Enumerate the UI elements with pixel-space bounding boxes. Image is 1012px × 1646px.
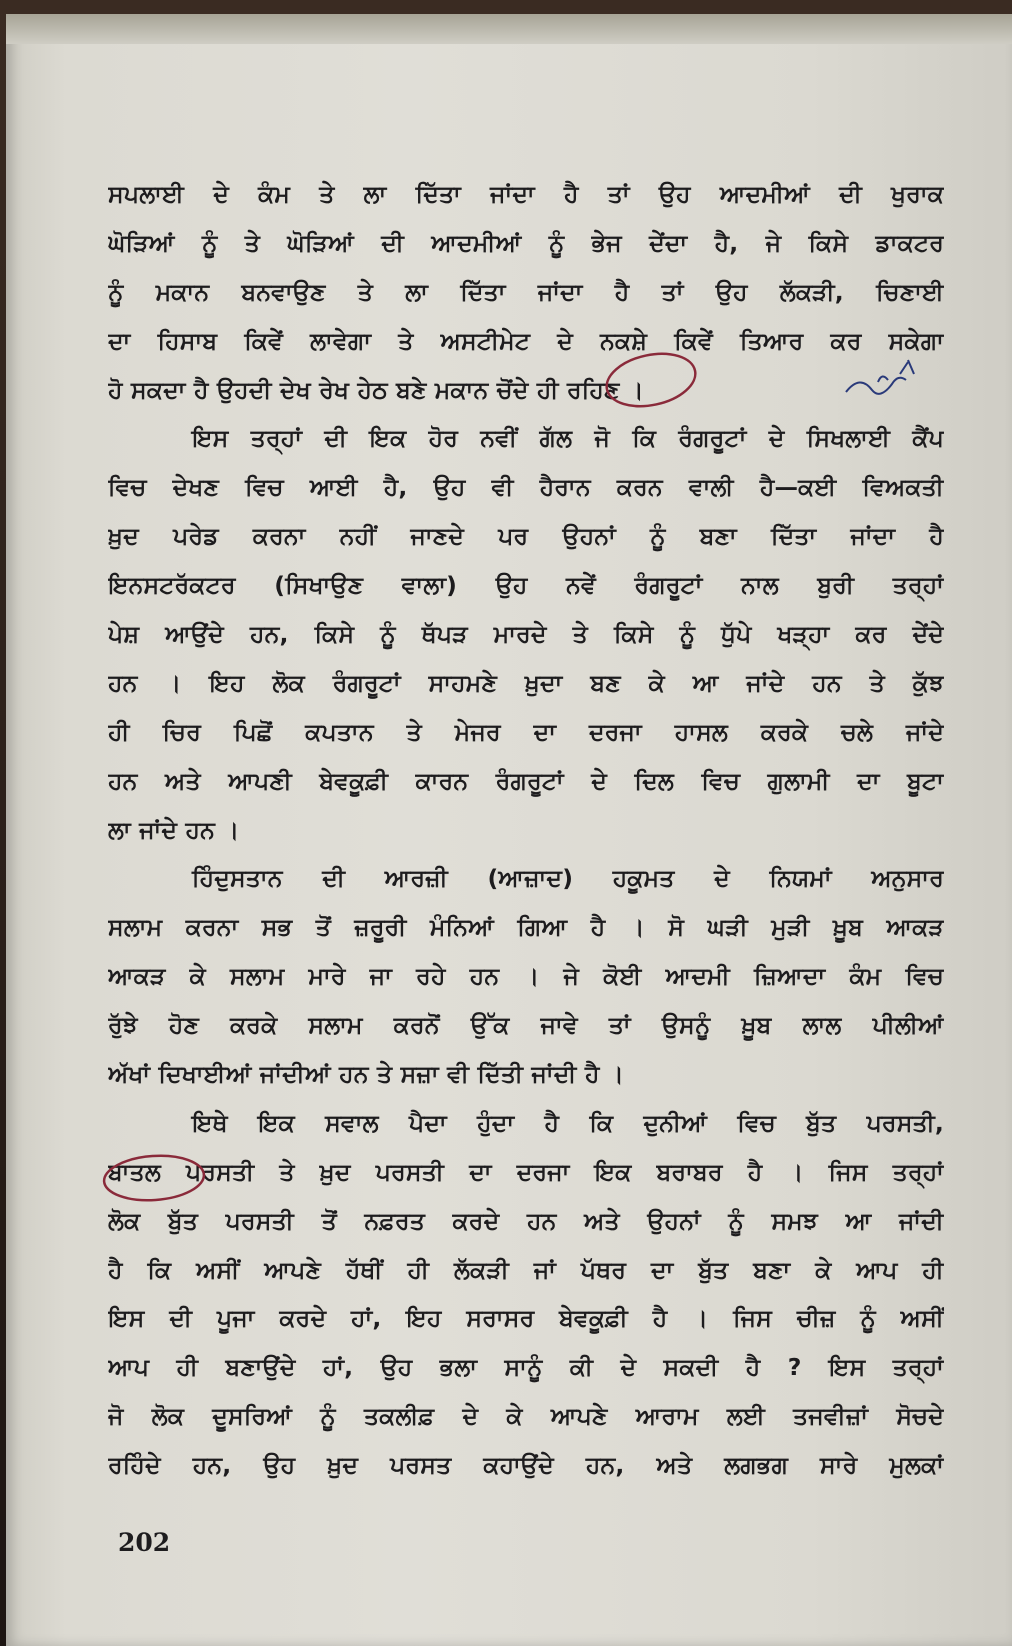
page-top-edge (6, 14, 1012, 44)
text-line: ਰਹਿੰਦੇ ਹਨ, ਉਹ ਖ਼ੁਦ ਪਰਸਤ ਕਹਾਉਂਦੇ ਹਨ, ਅਤੇ ਲਗਭਗ ਸਾਰੇ ਮੁਲਕਾਂ (108, 1451, 944, 1480)
text-line: ਅੱਖਾਂ ਦਿਖਾਈਆਂ ਜਾਂਦੀਆਂ ਹਨ ਤੇ ਸਜ਼ਾ ਵੀ ਦਿੱਤੀ ਜਾਂਦੀ ਹੈ । (108, 1060, 624, 1089)
text-line: ਸਲਾਮ ਕਰਨਾ ਸਭ ਤੋਂ ਜ਼ਰੂਰੀ ਮੰਨਿਆਂ ਗਿਆ ਹੈ । ਸੋ ਘੜੀ ਮੁੜੀ ਖ਼ੂਬ ਆਕੜ (108, 913, 944, 942)
text-line: ਇਨਸਟਰੱਕਟਰ (ਸਿਖਾਉਣ ਵਾਲਾ) ਉਹ ਨਵੇਂ ਰੰਗਰੂਟਾਂ ਨਾਲ ਬੁਰੀ ਤਰ੍ਹਾਂ (108, 571, 944, 600)
text-line: ਰੁੱਝੇ ਹੋਣ ਕਰਕੇ ਸਲਾਮ ਕਰਨੋਂ ਉੱਕ ਜਾਵੇ ਤਾਂ ਉਸਨੂੰ ਖ਼ੂਬ ਲਾਲ ਪੀਲੀਆਂ (108, 1011, 944, 1040)
text-line: ਹਨ । ਇਹ ਲੋਕ ਰੰਗਰੂਟਾਂ ਸਾਹਮਣੇ ਖ਼ੁਦਾ ਬਣ ਕੇ ਆ ਜਾਂਦੇ ਹਨ ਤੇ ਕੁੱਝ (108, 668, 944, 697)
text-line: ਲਾ ਜਾਂਦੇ ਹਨ । (108, 815, 240, 844)
text-line: ਵਿਚ ਦੇਖਣ ਵਿਚ ਆਈ ਹੈ, ਉਹ ਵੀ ਹੈਰਾਨ ਕਰਨ ਵਾਲੀ ਹੈ—ਕਈ ਵਿਅਕਤੀ (108, 473, 944, 502)
text-line: ਦਾ ਹਿਸਾਬ ਕਿਵੇਂ ਲਾਵੇਗਾ ਤੇ ਅਸਟੀਮੇਟ ਦੇ ਨਕਸ਼ੇ ਕਿਵੇਂ ਤਿਆਰ ਕਰ ਸਕੇਗਾ (108, 326, 944, 355)
text-line: ਹੈ ਕਿ ਅਸੀਂ ਆਪਣੇ ਹੱਥੀਂ ਹੀ ਲੱਕੜੀ ਜਾਂ ਪੱਥਰ ਦਾ ਬੁੱਤ ਬਣਾ ਕੇ ਆਪ ਹੀ (108, 1255, 944, 1284)
text-line: ਇਥੇ ਇਕ ਸਵਾਲ ਪੈਦਾ ਹੁੰਦਾ ਹੈ ਕਿ ਦੁਨੀਆਂ ਵਿਚ ਬੁੱਤ ਪਰਸਤੀ, (192, 1108, 944, 1137)
text-line: ਹਨ ਅਤੇ ਆਪਣੀ ਬੇਵਕੂਫ਼ੀ ਕਾਰਨ ਰੰਗਰੂਟਾਂ ਦੇ ਦਿਲ ਵਿਚ ਗੁਲਾਮੀ ਦਾ ਬੂਟਾ (108, 766, 944, 795)
text-line: ਪੇਸ਼ ਆਉਂਦੇ ਹਨ, ਕਿਸੇ ਨੂੰ ਥੱਪੜ ਮਾਰਦੇ ਤੇ ਕਿਸੇ ਨੂੰ ਧੁੱਪੇ ਖੜ੍ਹਾ ਕਰ ਦੇਂਦੇ (108, 620, 944, 649)
text-line: ਸਪਲਾਈ ਦੇ ਕੰਮ ਤੇ ਲਾ ਦਿੱਤਾ ਜਾਂਦਾ ਹੈ ਤਾਂ ਉਹ ਆਦਮੀਆਂ ਦੀ ਖੁਰਾਕ (108, 180, 944, 208)
text-line: ਹਿੰਦੁਸਤਾਨ ਦੀ ਆਰਜ਼ੀ (ਆਜ਼ਾਦ) ਹਕੂਮਤ ਦੇ ਨਿਯਮਾਂ ਅਨੁਸਾਰ (192, 864, 944, 893)
page-number: 202 (118, 1528, 171, 1557)
text-line: ਲੋਕ ਬੁੱਤ ਪਰਸਤੀ ਤੋਂ ਨਫ਼ਰਤ ਕਰਦੇ ਹਨ ਅਤੇ ਉਹਨਾਂ ਨੂੰ ਸਮਝ ਆ ਜਾਂਦੀ (108, 1206, 944, 1235)
text-line: ਹੋ ਸਕਦਾ ਹੈ ਉਹਦੀ ਦੇਖ ਰੇਖ ਹੇਠ ਬਣੇ ਮਕਾਨ ਚੋਂਦੇ ਹੀ ਰਹਿਣ । (108, 375, 644, 404)
text-line: ਇਸ ਦੀ ਪੂਜਾ ਕਰਦੇ ਹਾਂ, ਇਹ ਸਰਾਸਰ ਬੇਵਕੂਫ਼ੀ ਹੈ । ਜਿਸ ਚੀਜ਼ ਨੂੰ ਅਸੀਂ (108, 1304, 944, 1333)
text-line: ਬਾਤਲ ਪਰਸਤੀ ਤੇ ਖ਼ੁਦ ਪਰਸਤੀ ਦਾ ਦਰਜਾ ਇਕ ਬਰਾਬਰ ਹੈ । ਜਿਸ ਤਰ੍ਹਾਂ (108, 1157, 944, 1186)
text-line: ਖ਼ੁਦ ਪਰੇਡ ਕਰਨਾ ਨਹੀਂ ਜਾਣਦੇ ਪਰ ਉਹਨਾਂ ਨੂੰ ਬਣਾ ਦਿੱਤਾ ਜਾਂਦਾ ਹੈ (108, 522, 944, 551)
text-line: ਜੋ ਲੋਕ ਦੂਸਰਿਆਂ ਨੂੰ ਤਕਲੀਫ਼ ਦੇ ਕੇ ਆਪਣੇ ਆਰਾਮ ਲਈ ਤਜਵੀਜ਼ਾਂ ਸੋਚਦੇ (108, 1402, 944, 1431)
text-line: ਆਕੜ ਕੇ ਸਲਾਮ ਮਾਰੇ ਜਾ ਰਹੇ ਹਨ । ਜੇ ਕੋਈ ਆਦਮੀ ਜ਼ਿਆਦਾ ਕੰਮ ਵਿਚ (108, 962, 944, 991)
text-line: ਨੂੰ ਮਕਾਨ ਬਨਵਾਉਣ ਤੇ ਲਾ ਦਿੱਤਾ ਜਾਂਦਾ ਹੈ ਤਾਂ ਉਹ ਲੱਕੜੀ, ਚਿਣਾਈ (108, 277, 944, 306)
text-line: ਇਸ ਤਰ੍ਹਾਂ ਦੀ ਇਕ ਹੋਰ ਨਵੀਂ ਗੱਲ ਜੋ ਕਿ ਰੰਗਰੂਟਾਂ ਦੇ ਸਿਖਲਾਈ ਕੈਂਪ (192, 424, 944, 453)
text-line: ਘੋੜਿਆਂ ਨੂੰ ਤੇ ਘੋੜਿਆਂ ਦੀ ਆਦਮੀਆਂ ਨੂੰ ਭੇਜ ਦੇਂਦਾ ਹੈ, ਜੇ ਕਿਸੇ ਡਾਕਟਰ (108, 228, 944, 257)
page-body-text (108, 170, 944, 1490)
text-line: ਹੀ ਚਿਰ ਪਿਛੋਂ ਕਪਤਾਨ ਤੇ ਮੇਜਰ ਦਾ ਦਰਜਾ ਹਾਸਲ ਕਰਕੇ ਚਲੇ ਜਾਂਦੇ (108, 717, 944, 746)
text-line: ਆਪ ਹੀ ਬਣਾਉਂਦੇ ਹਾਂ, ਉਹ ਭਲਾ ਸਾਨੂੰ ਕੀ ਦੇ ਸਕਦੀ ਹੈ ? ਇਸ ਤਰ੍ਹਾਂ (108, 1353, 944, 1382)
